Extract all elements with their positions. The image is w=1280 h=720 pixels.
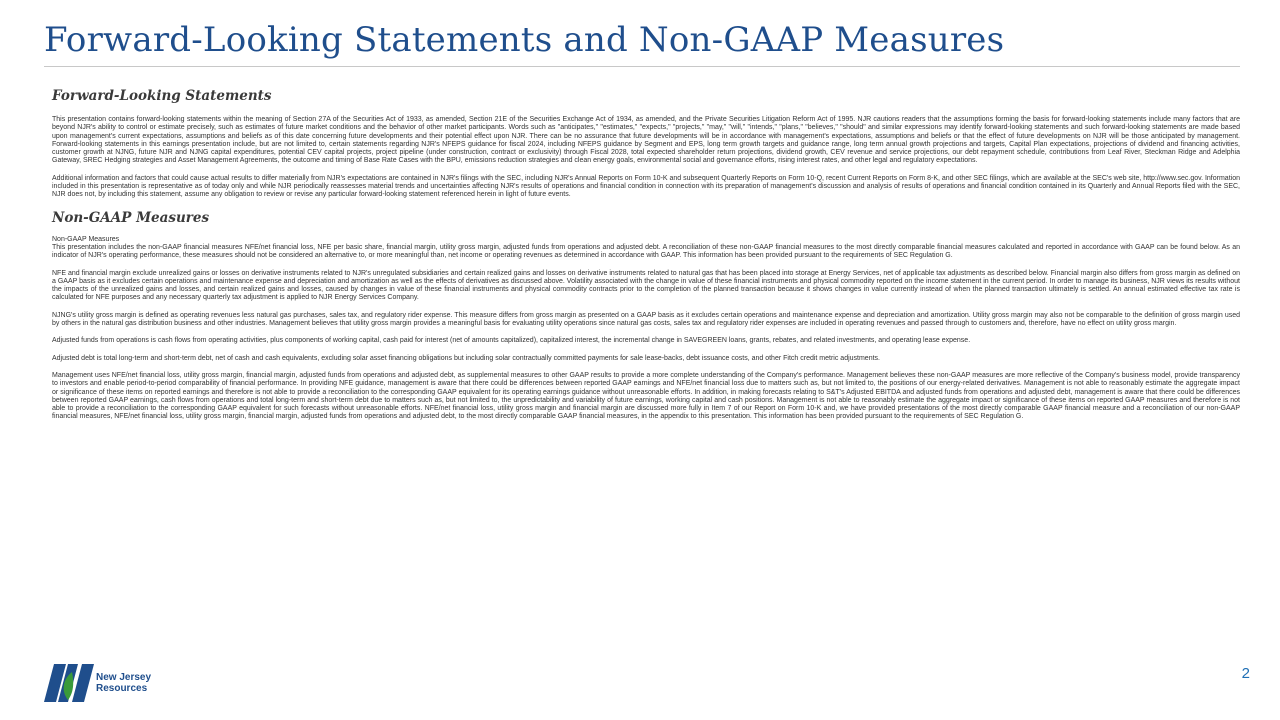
non-gaap-paragraph-3: NJNG's utility gross margin is defined as operating revenues less natural gas purchases, sales tax, and regulatory rider expense. This measure differs from gross margin as presented on a GAAP basis as it excludes certain operations and maintenance expense and depreciation and amortization. Utility gross margin may also not be comparable to the definition of gross margin used by others in the natural gas distribution business and other industries. Management believes that utility gross margin provides a meaningful basis for evaluating utility operations since natural gas costs, sales tax and regulatory rider expenses are included in operating revenues and passed through to customers and, therefore, have no effect on utility gross margin.: [52, 311, 1240, 328]
non-gaap-subtitle: Non-GAAP Measures: [52, 235, 120, 243]
non-gaap-paragraph-2: NFE and financial margin exclude unrealized gains or losses on derivative instruments related to NJR's unregulated subsidiaries and certain realized gains and losses on derivative instruments related to natural gas that has been placed into storage at Energy Services, net of applicable tax adjustments as described below. Financial margin also differs from gross margin as defined on a GAAP basis as it excludes certain operations and maintenance expense and depreciation and amortization as well as the effects of derivatives as discussed above. Volatility associated with the change in value of these financial instruments and physical commodity reported on the income statement in the current period. In order to manage its business, NJR views its results without the impacts of the unrealized gains and losses, and certain realized gains and losses, caused by changes in value of these financial instruments and physical commodity contracts prior to the completion of the planned transaction because it shows changes in value currently instead of when the planned transaction ultimately is settled. An annual estimated effective tax rate is calculated for NFE purposes and any necessary quarterly tax adjustment is applied to NJR Energy Services Company.: [52, 269, 1240, 302]
page-title: Forward-Looking Statements and Non-GAAP Measures: [44, 20, 1005, 60]
forward-looking-paragraph-2: Additional information and factors that could cause actual results to differ materially from NJR's expectations are contained in NJR's filings with the SEC, including NJR's Annual Reports on Form 10-K and subsequent Quarterly Reports on Form 10-Q, recent Current Reports on Form 8-K, and other SEC filings, which are available at the SEC's web site, http://www.sec.gov. Information included in this presentation is representative as of today only and while NJR periodically reassesses material trends and uncertainties affecting NJR's results of operations and financial condition in connection with its preparation of management's discussion and analysis of results of operations and financial condition contained in its Quarterly and Annual Reports filed with the SEC, NJR does not, by including this statement, assume any obligation to review or revise any particular forward-looking statement referenced herein in light of future events.: [52, 174, 1240, 199]
forward-looking-heading: Forward-Looking Statements: [52, 88, 272, 104]
non-gaap-paragraph-5: Adjusted debt is total long-term and short-term debt, net of cash and cash equivalents, excluding solar asset financing obligations but including solar contractually committed payments for sale lease-backs, debt issuance costs, and other Fitch credit metric adjustments.: [52, 354, 880, 362]
non-gaap-paragraph-6: Management uses NFE/net financial loss, utility gross margin, financial margin, adjusted funds from operations and adjusted debt, as supplemental measures to other GAAP results to provide a more complete understanding of the Company's performance. Management believes these non-GAAP measures are more reflective of the Company's business model, provide transparency to investors and enable period-to-period comparability of financial performance. In providing NFE guidance, management is aware that there could be differences between reported GAAP earnings and NFE/net financial loss due to matters such as, but not limited to, the positions of our energy-related derivatives. Management is not able to reasonably estimate the aggregate impact or significance of these items on reported earnings and therefore is not able to provide a reconciliation to the corresponding GAAP equivalent for its operating earnings guidance without unreasonable efforts. In addition, in making forecasts relating to S&T's Adjusted EBITDA and adjusted funds from operations and adjusted debt, management is aware that there could be differences between reported GAAP earnings, cash flows from operations and total long-term and short-term debt due to matters such as, but not limited to, the unpredictability and variability of future earnings, working capital and cash positions. Management is not able to reasonably estimate the aggregate impact or significance of these items on reported GAAP measures and therefore is not able to provide a reconciliation to the corresponding GAAP equivalent for such forecasts without unreasonable efforts. NFE/net financial loss, utility gross margin and financial margin are discussed more fully in Item 7 of our Report on Form 10-K and, we have provided presentations of the most directly comparable GAAP financial measure and a reconciliation of our non-GAAP financial measures, NFE/net financial loss, utility gross margin, financial margin, adjusted funds from operations and adjusted debt, to the most directly comparable GAAP financial measures, in the appendix to this presentation. This information has been provided pursuant to the requirements of SEC Regulation G.: [52, 371, 1240, 421]
company-logo: [44, 664, 184, 702]
logo-wordmark: [96, 673, 151, 694]
page-number: 2: [1241, 665, 1250, 682]
non-gaap-paragraph-4: Adjusted funds from operations is cash flows from operating activities, plus components of working capital, cash paid for interest (net of amounts capitalized), capitalized interest, the incremental change in SAVEGREEN loans, grants, rebates, and related investments, and operating lease expense.: [52, 337, 971, 345]
logo-line-2: Resources: [96, 682, 148, 694]
non-gaap-heading: Non-GAAP Measures: [52, 209, 210, 226]
slide-content: [52, 88, 1240, 431]
njr-logo-icon: [44, 664, 94, 702]
non-gaap-paragraph-1: This presentation includes the non-GAAP financial measures NFE/net financial loss, NFE per basic share, financial margin, utility gross margin, adjusted funds from operations and adjusted debt. A reconciliation of these non-GAAP financial measures to the most directly comparable financial measures calculated and reported in accordance with GAAP can be found below. As an indicator of NJR's operating performance, these measures should not be considered an alternative to, or more meaningful than, net income or operating revenues as determined in accordance with GAAP. This information has been provided pursuant to the requirements of SEC Regulation G.: [52, 243, 1240, 260]
logo-line-1: New Jersey: [96, 672, 152, 683]
forward-looking-paragraph-1: This presentation contains forward-looking statements within the meaning of Section 27A of the Securities Act of 1933, as amended, Section 21E of the Securities Exchange Act of 1934, as amended, and the Private Securities Litigation Reform Act of 1995. NJR cautions readers that the assumptions forming the basis for forward-looking statements include many factors that are beyond NJR's ability to control or estimate precisely, such as estimates of future market conditions and the behavior of other market participants. Words such as "anticipates," "estimates," "expects," "projects," "may," "will," "intends," "plans," "believes," "should" and similar expressions may identify forward-looking statements and such forward-looking statements are made based upon management's current expectations, assumptions and beliefs as of this date concerning future developments and their potential effect upon NJR. There can be no assurance that future developments will be in accordance with management's expectations, assumptions and beliefs or that the effect of future developments on NJR will be those anticipated by management. Forward-looking statements in this earnings presentation include, but are not limited to, certain statements regarding NJR's NFEPS guidance for fiscal 2024, including NFEPS guidance by Segment and EPS, long term growth targets and guidance range, long term annual growth projections and targets, Capital Plan expectations, projections of dividend and financing activities, customer growth at NJNG, future NJR and NJNG capital expenditures, potential CEV capital projects, project pipeline (under construction, contract or exclusivity) through Fiscal 2028, total expected shareholder return projections, dividend growth, CEV revenue and service projections, our debt repayment schedule, contributions from Leaf River, Steckman Ridge and Adelphia Gateway, SREC Hedging strategies and Asset Management Agreements, the outcome and timing of Base Rate Cases with the BPU, emissions reduction strategies and clean energy goals, environmental social and governance efforts, rising interest rates, and other legal and regulatory expectations.: [52, 116, 1240, 165]
title-divider: [44, 66, 1240, 67]
